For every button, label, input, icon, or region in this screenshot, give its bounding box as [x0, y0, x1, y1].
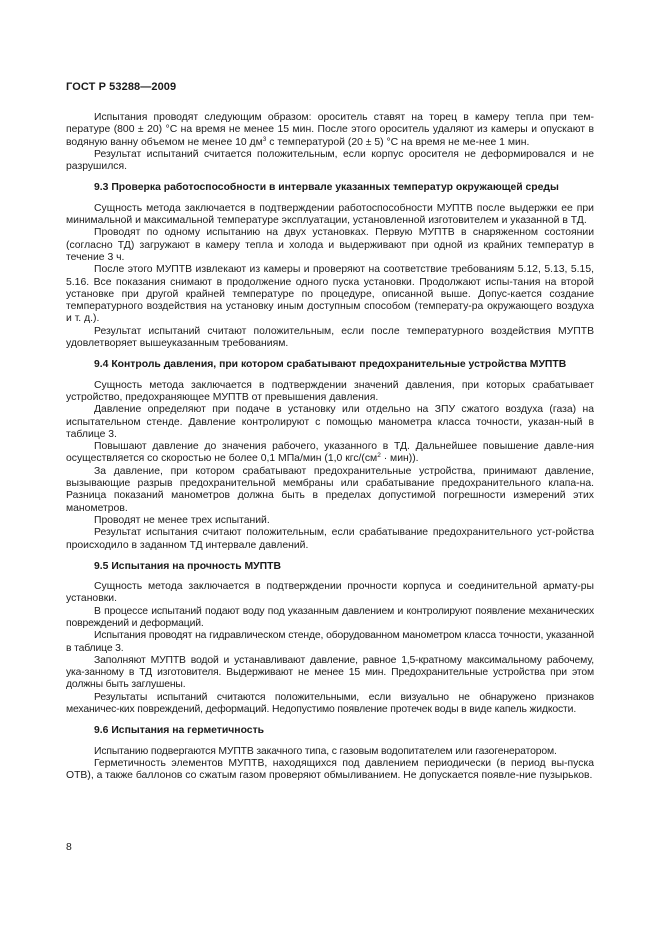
- paragraph: Герметичность элементов МУПТВ, находящихся под давлением периодически (в период вы-пуска ОТВ), а также баллонов со сжатым газом проверяют обмыливанием. Не допускается появле-ние пузырьков.: [66, 757, 594, 782]
- section-9-4-heading: 9.4 Контроль давления, при котором срабатывают предохранительные устройства МУПТВ: [94, 359, 567, 371]
- paragraph: Сущность метода заключается в подтверждении прочности корпуса и соединительной армату-ры установки.: [66, 581, 594, 605]
- paragraph: Давление определяют при подаче в установку или отдельно на ЗПУ сжатого воздуха (газа) на испытательном стенде. Давление контролируют с помощью манометра класса точности, указан-ный в таблице 3.: [66, 404, 594, 440]
- section-9-6-heading: 9.6 Испытания на герметичность: [94, 725, 265, 737]
- intro-paragraph-2: Результат испытаний считается положительным, если корпус оросителя не деформировался и не разрушился.: [66, 148, 594, 173]
- page-number: 8: [66, 842, 72, 853]
- paragraph: Результаты испытаний считаются положительными, если визуально не обнаружено признаков механичес-ких повреждений, деформаций. Недопустимо появление протечек воды в виде капель жидкости.: [66, 691, 594, 716]
- section-9-3-heading: 9.3 Проверка работоспособности в интервале указанных температур окружающей среды: [94, 182, 559, 194]
- section-9-5-heading: 9.5 Испытания на прочность МУПТВ: [94, 560, 281, 572]
- paragraph: Испытанию подвергаются МУПТВ закачного типа, с газовым водопитателем или газогенератором.: [94, 745, 557, 757]
- paragraph: Проводят по одному испытанию на двух установках. Первую МУПТВ в снаряженном состоянии (согласно ТД) загружают в камеру тепла и холода и выдерживают при одной из крайних температур в течение 3 ч.: [66, 227, 594, 263]
- paragraph: Испытания проводят на гидравлическом стенде, оборудованном манометром класса точности, указанной в таблице 3.: [66, 630, 594, 654]
- paragraph: Проводят не менее трех испытаний.: [94, 514, 270, 526]
- paragraph: Сущность метода заключается в подтверждении работоспособности МУПТВ после выдержки ее при минимальной и максимальной температуре эксплуатации, установленной изготовителем и указанной в ТД.: [66, 202, 594, 227]
- paragraph: Результат испытания считают положительным, если срабатывание предохранительного уст-ройства происходило в заданном ТД интервале давлений.: [66, 527, 594, 551]
- paragraph: Заполняют МУПТВ водой и устанавливают давление, равное 1,5-кратному максимальному рабочему, ука-занному в ТД изготовителя. Выдерживают не менее 15 мин. Предохранительные устройства при этом должны быть заглушены.: [66, 654, 594, 691]
- paragraph: Повышают давление до значения рабочего, указанного в ТД. Дальнейшее повышение давле-ния осуществляется со скоростью не более 0,1 МПа/мин (1,0 кгс/$(см^2 \cdot мин)$).: [66, 441, 594, 465]
- paragraph: Результат испытаний считают положительным, если после температурного воздействия МУПТВ удовлетворяет вышеуказанным требованиям.: [66, 325, 594, 350]
- paragraph: Сущность метода заключается в подтверждении значений давления, при которых срабатывает устройство, предохраняющее МУПТВ от превышения давления.: [66, 379, 594, 403]
- paragraph: В процессе испытаний подают воду под указанным давлением и контролируют появление механических повреждений и деформаций.: [66, 605, 594, 629]
- document-body: [66, 112, 594, 783]
- intro-paragraph-1: Испытания проводят следующим образом: ороситель ставят на торец в камеру тепла при тем-пературе (800 ± 20) °С на время не менее 15 мин. После этого ороситель удаляют из камеры и опускают в водяную ванну объемом не менее 10 $дм^3$ с температурой (20 ± 5) °С на время не ме-нее 1 мин.: [66, 112, 594, 148]
- paragraph: За давление, при котором срабатывают предохранительные устройства, принимают давление, вызывающие разрыв предохранительной мембраны или срабатывание предохранительного клапа-на. Разница показаний манометров должна быть в пределах допустимой погрешности измерений этих манометров.: [66, 465, 594, 514]
- paragraph: После этого МУПТВ извлекают из камеры и проверяют на соответствие требованиям 5.12, 5.13, 5.15, 5.16. Все показания снимают в продолжение одного пуска установки. Продолжают испы-тания на второй установке при другой крайней температуре по процедуре, описанной выше. Допус-кается создание температурного воздействия на установку иным доступным способом (температу-ра окружающего воздуха и т. д.).: [66, 264, 594, 325]
- standard-header: ГОСТ Р 53288—2009: [66, 81, 177, 93]
